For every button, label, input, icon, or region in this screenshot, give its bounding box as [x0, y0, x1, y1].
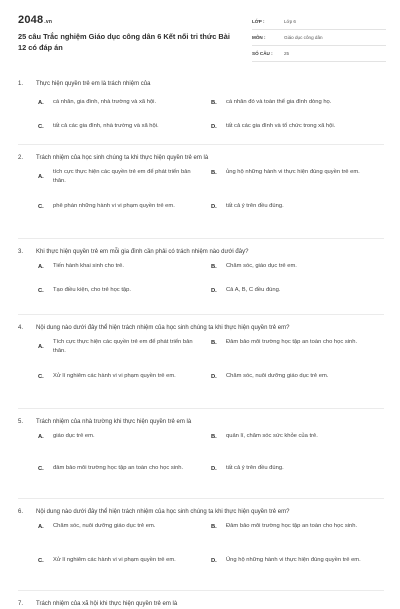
option-b[interactable] [211, 168, 386, 177]
question-number: 5. [18, 419, 24, 425]
option-text: tích cực thực hiện các quyền trẻ em để phát triển bản thân. [53, 169, 191, 184]
option-a[interactable] [38, 432, 198, 441]
question-number: 3. [18, 249, 24, 255]
question-divider [18, 590, 384, 591]
option-letter: A. [38, 174, 44, 180]
meta-row-subject [252, 30, 386, 46]
option-text: Tạo điều kiện, cho trẻ học tập. [53, 287, 131, 293]
option-b[interactable] [211, 338, 386, 347]
option-text: ủng hộ những hành vi thực hiện đúng quyền trẻ em. [226, 169, 360, 175]
option-letter: C. [38, 373, 44, 380]
logo-suffix: .vn [44, 19, 53, 25]
option-letter: B. [211, 263, 217, 270]
site-logo[interactable] [18, 14, 52, 26]
option-b[interactable] [211, 432, 386, 441]
question-divider [18, 314, 384, 315]
option-c[interactable] [38, 202, 198, 211]
option-text: Xử lí nghiêm các hành vi vi phạm quyền trẻ em. [53, 373, 176, 379]
option-b[interactable] [211, 522, 386, 531]
option-letter: B. [211, 169, 217, 176]
option-text: phê phán những hành vi vi phạm quyền trẻ em. [53, 203, 175, 209]
logo-main: 2048 [18, 14, 44, 26]
option-text: Đảm bảo môi trường học tập an toàn cho học sinh. [226, 523, 358, 529]
option-letter: C. [38, 123, 44, 130]
option-text: Tiến hành khai sinh cho trẻ. [53, 263, 125, 269]
document-title: 25 câu Trắc nghiệm Giáo dục công dân 6 Kết nối tri thức Bài 12 có đáp án [18, 32, 230, 52]
question-number: 6. [18, 509, 24, 515]
option-a[interactable] [38, 338, 198, 356]
option-c[interactable] [38, 286, 198, 295]
option-d[interactable] [211, 122, 386, 131]
meta-value: 25 [284, 51, 290, 56]
option-letter: C. [38, 557, 44, 564]
question-divider [18, 408, 384, 409]
option-d[interactable] [211, 202, 386, 211]
meta-label: SỐ CÂU : [252, 51, 273, 56]
option-a[interactable] [38, 262, 198, 271]
option-text: Chăm sóc, giáo dục trẻ em. [226, 263, 297, 269]
option-text: Ủng hộ những hành vi thực hiện đúng quyền trẻ em. [226, 557, 361, 563]
option-letter: B. [211, 433, 217, 440]
option-letter: A. [38, 523, 44, 530]
option-a[interactable] [38, 168, 198, 186]
question-number: 7. [18, 601, 24, 607]
question-divider [18, 144, 384, 145]
option-text: quản lí, chăm sóc sức khỏe của trẻ. [226, 433, 318, 439]
option-b[interactable] [211, 262, 386, 271]
option-letter: C. [38, 203, 44, 210]
option-text: tất cả các gia đình và tổ chức trong xã hội. [226, 123, 336, 129]
option-b[interactable] [211, 98, 386, 107]
option-a[interactable] [38, 522, 198, 531]
question-divider [18, 498, 384, 499]
option-text: tất cả ý trên đều đúng. [226, 203, 284, 209]
option-d[interactable] [211, 464, 386, 473]
page-header [0, 0, 400, 68]
question-number: 1. [18, 81, 24, 87]
meta-row-class [252, 14, 386, 30]
option-letter: C. [38, 287, 44, 294]
option-c[interactable] [38, 372, 198, 381]
question-text: Thực hiện quyền trẻ em là trách nhiệm của [36, 81, 151, 87]
question-text: Nội dung nào dưới đây thể hiện trách nhiệm của học sinh chúng ta khi thực hiện quyền trẻ em? [36, 509, 290, 515]
option-letter: B. [211, 523, 217, 530]
option-c[interactable] [38, 556, 198, 565]
option-letter: B. [211, 339, 217, 346]
option-letter: A. [38, 263, 44, 270]
option-text: Đảm bảo môi trường học tập an toàn cho học sinh. [226, 339, 358, 345]
option-text: Tích cực thực hiện các quyền trẻ em để phát triển bản thân. [53, 339, 193, 354]
option-letter: D. [211, 373, 217, 380]
meta-table [252, 14, 386, 62]
option-a[interactable] [38, 98, 198, 107]
option-text: Xử lí nghiêm các hành vi vi phạm quyền trẻ em. [53, 557, 176, 563]
option-d[interactable] [211, 556, 386, 565]
option-text: Cả A, B, C đều đúng. [226, 287, 281, 293]
option-text: tất cả ý trên đều đúng. [226, 465, 284, 471]
option-c[interactable] [38, 464, 198, 473]
option-text: cá nhân, gia đình, nhà trường và xã hội. [53, 99, 157, 105]
question-text: Trách nhiệm của xã hội khi thực hiện quyền trẻ em là [36, 601, 178, 607]
question-text: Trách nhiệm của học sinh chúng ta khi thực hiện quyền trẻ em là [36, 155, 209, 161]
option-letter: B. [211, 99, 217, 106]
option-text: giáo dục trẻ em. [53, 433, 95, 439]
option-letter: A. [38, 344, 44, 350]
option-text: Chăm sóc, nuôi dưỡng giáo dục trẻ em. [53, 523, 156, 529]
option-letter: D. [211, 287, 217, 294]
option-letter: D. [211, 203, 217, 210]
meta-value: Giáo dục công dân [284, 35, 323, 40]
question-text: Khi thực hiện quyền trẻ em mỗi gia đình cần phải có trách nhiệm nào dưới đây? [36, 249, 249, 255]
option-letter: C. [38, 465, 44, 472]
question-number: 2. [18, 155, 24, 161]
meta-label: LỚP : [252, 19, 265, 24]
option-d[interactable] [211, 286, 386, 295]
question-text: Trách nhiệm của nhà trường khi thực hiện quyền trẻ em là [36, 419, 192, 425]
option-text: cá nhân đó và toàn thể gia đình dòng họ. [226, 99, 332, 105]
option-letter: D. [211, 123, 217, 130]
option-text: Chăm sóc, nuôi dưỡng giáo dục trẻ em. [226, 373, 329, 379]
question-text: Nội dung nào dưới đây thể hiện trách nhiệm của học sinh chúng ta khi thực hiện quyền trẻ em? [36, 325, 290, 331]
meta-label: MÔN : [252, 35, 266, 40]
option-letter: A. [38, 99, 44, 106]
option-d[interactable] [211, 372, 386, 381]
option-text: đảm bảo môi trường học tập an toàn cho học sinh. [53, 465, 184, 471]
question-divider [18, 238, 384, 239]
meta-value: Lớp 6 [284, 19, 296, 24]
option-letter: A. [38, 433, 44, 440]
option-letter: D. [211, 557, 217, 564]
option-c[interactable] [38, 122, 198, 131]
option-text: tất cả các gia đình, nhà trường và xã hội. [53, 123, 159, 129]
question-number: 4. [18, 325, 24, 331]
option-letter: D. [211, 465, 217, 472]
meta-row-count [252, 46, 386, 62]
